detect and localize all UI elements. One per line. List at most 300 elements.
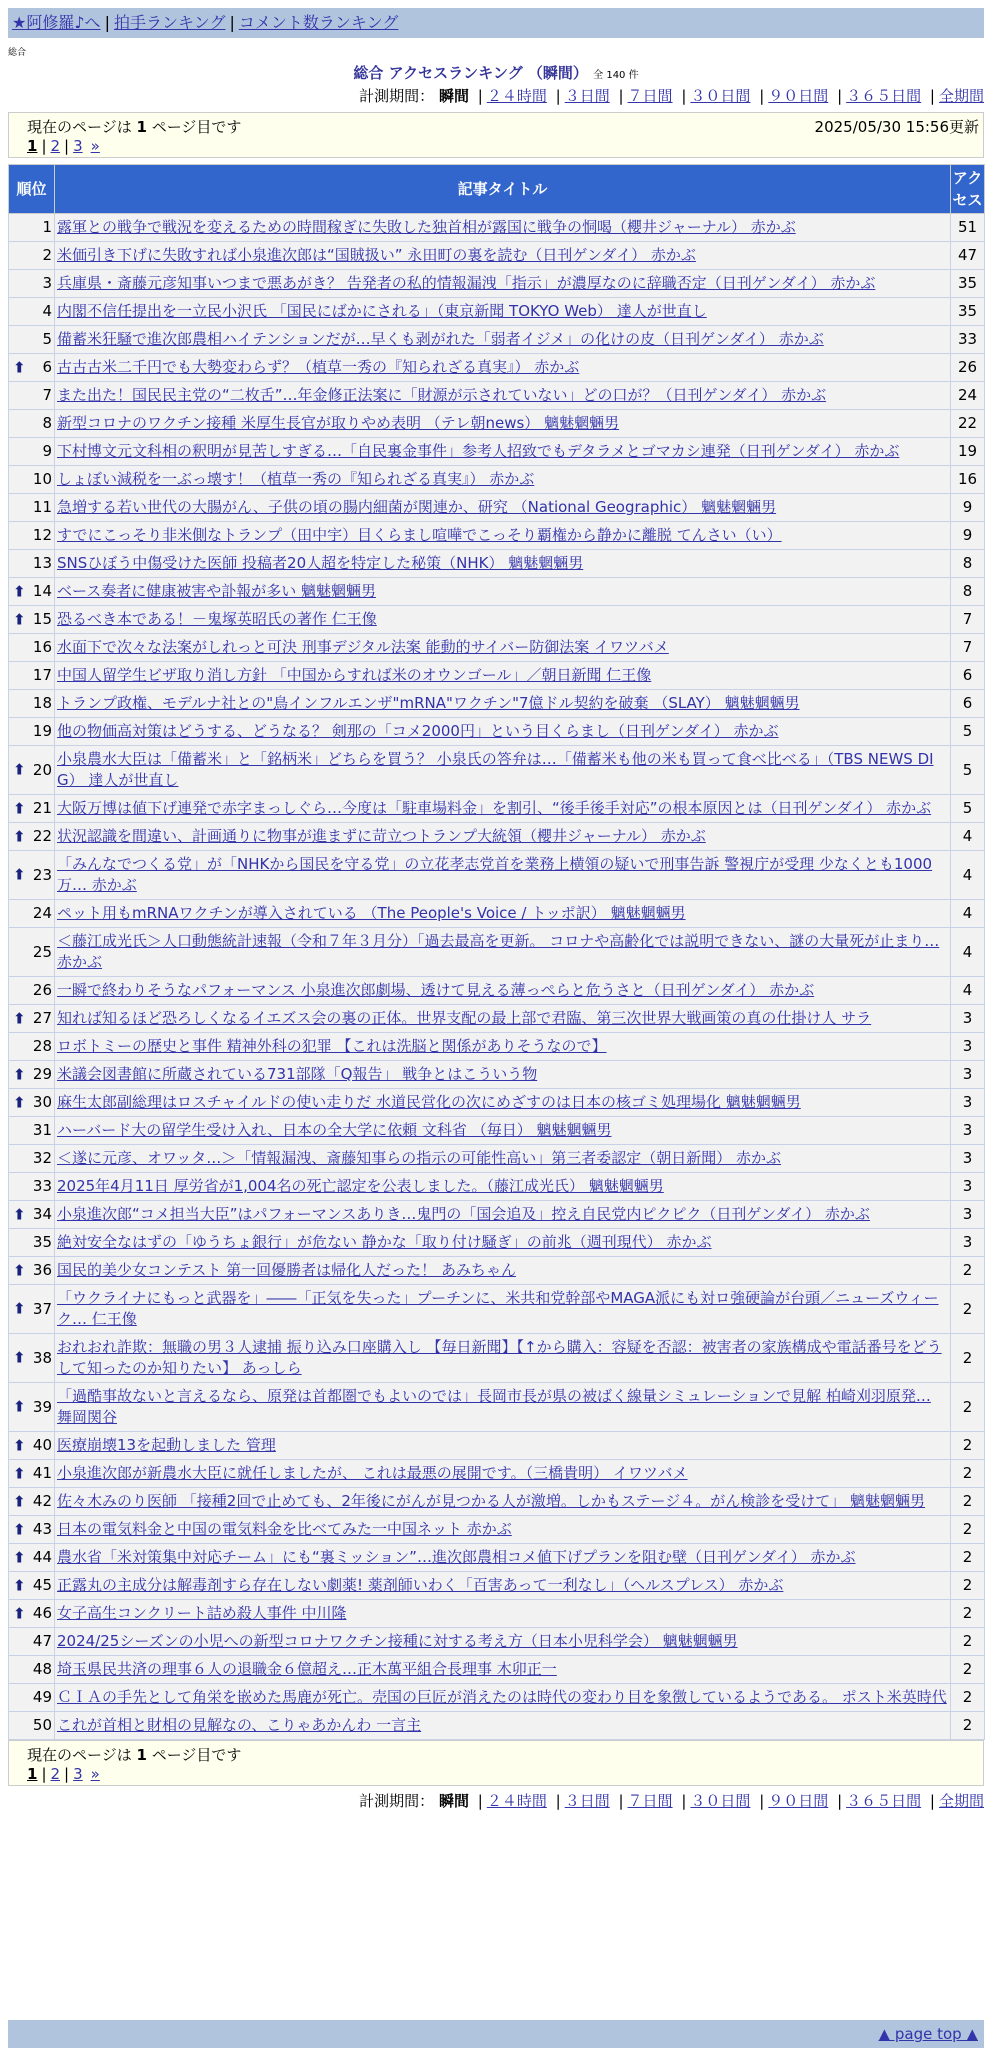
table-row xyxy=(9,270,985,298)
period-link-365d[interactable]: ３６５日間 xyxy=(846,1792,922,1810)
rank-cell xyxy=(9,1628,55,1656)
rank-cell xyxy=(9,578,55,606)
rank-number: 26 xyxy=(32,981,52,999)
rank-cell xyxy=(9,1656,55,1684)
period-link-90d[interactable]: ９０日間 xyxy=(768,1792,829,1810)
article-link[interactable]: 古古古米二千円でも大勢変わらず？（植草一秀の『知られざる真実』） 赤かぶ xyxy=(57,358,580,376)
article-link[interactable]: 他の物価高対策はどうする、どうなる？ 剣那の「コメ2000円」という目くらまし（日刊ゲンダイ） 赤かぶ xyxy=(57,722,779,740)
article-link[interactable]: 内閣不信任提出を一立民小沢氏 「国民にばかにされる」（東京新聞 TOKYO Web） 達人が世直し xyxy=(57,302,707,320)
page-info-bottom xyxy=(8,1740,984,1786)
access-count: 3 xyxy=(951,1061,985,1089)
rank-number: 50 xyxy=(32,1716,52,1734)
page-title-text: 総合 アクセスランキング （瞬間） xyxy=(353,64,588,82)
rank-number: 16 xyxy=(32,638,52,656)
access-count: 4 xyxy=(951,928,985,977)
table-row xyxy=(9,1285,985,1334)
access-count: 2 xyxy=(951,1684,985,1712)
article-link[interactable]: 埼玉県民共済の理事６人の退職金６億超え…正木萬平組合長理事 木卯正一 xyxy=(57,1660,557,1678)
table-row xyxy=(9,1033,985,1061)
table-row xyxy=(9,522,985,550)
header-title: 記事タイトル xyxy=(55,165,951,214)
title-cell xyxy=(55,1117,951,1145)
access-count: 2 xyxy=(951,1600,985,1628)
access-count: 4 xyxy=(951,977,985,1005)
rank-number: 24 xyxy=(32,904,52,922)
access-count: 2 xyxy=(951,1285,985,1334)
table-row xyxy=(9,1460,985,1488)
article-link[interactable]: 一瞬で終わりそうなパフォーマンス 小泉進次郎劇場、透けて見える薄っぺらと危うさと（日刊ゲンダイ） 赤かぶ xyxy=(57,981,815,999)
rank-number: 29 xyxy=(32,1065,52,1083)
article-link[interactable]: 佐々木みのり医師 「接種2回で止めても、2年後にがんが見つかる人が激増。しかもステージ４。がん検診を受けて」 魑魅魍魎男 xyxy=(57,1492,926,1510)
rank-cell xyxy=(9,718,55,746)
article-link[interactable]: 「みんなでつくる党」が「NHKから国民を守る党」の立花孝志党首を業務上横領の疑いで刑事告訴 警視庁が受理 少なくとも1000万… 赤かぶ xyxy=(57,855,933,894)
period-link-365d[interactable]: ３６５日間 xyxy=(846,87,922,105)
rank-up-arrow-icon: ⬆ xyxy=(13,358,26,376)
rank-cell xyxy=(9,746,55,795)
article-link[interactable]: 恐るべき本である！－鬼塚英昭氏の著作 仁王像 xyxy=(57,610,377,628)
top-nav xyxy=(8,8,984,38)
article-link[interactable]: 日本の電気料金と中国の電気料金を比べてみた一中国ネット 赤かぶ xyxy=(57,1520,512,1538)
title-cell xyxy=(55,242,951,270)
access-count: 2 xyxy=(951,1334,985,1383)
nav-separator: | xyxy=(104,13,110,32)
article-link[interactable]: 「過酷事故ないと言えるなら、原発は首都圏でもよいのでは」長岡市長が県の被ばく線量シミュレーションで見解 柏崎刈羽原発… 舞岡関谷 xyxy=(57,1387,931,1426)
article-link[interactable]: 小泉農水大臣は「備蓄米」と「銘柄米」どちらを買う？ 小泉氏の答弁は…「備蓄米も他の米も買って食べ比べる」（TBS NEWS DIG） 達人が世直し xyxy=(57,750,934,789)
title-cell xyxy=(55,1383,951,1432)
rank-cell xyxy=(9,1201,55,1229)
title-cell xyxy=(55,466,951,494)
rank-number: 41 xyxy=(32,1464,52,1482)
total-count: 全 140 件 xyxy=(593,70,639,81)
article-link[interactable]: 急増する若い世代の大腸がん、子供の頃の腸内細菌が関連か、研究 （National Geographic） 魑魅魍魎男 xyxy=(57,498,777,516)
rank-up-arrow-icon: ⬆ xyxy=(13,1065,26,1083)
rank-number: 27 xyxy=(32,1009,52,1027)
table-row xyxy=(9,550,985,578)
rank-number: 9 xyxy=(42,442,52,460)
article-link[interactable]: すでにこっそり非米側なトランプ（田中宇）目くらまし喧嘩でこっそり覇権から静かに離脱 てんさい（い） xyxy=(57,526,782,544)
rank-number: 10 xyxy=(32,470,52,488)
access-count: 2 xyxy=(951,1572,985,1600)
rank-cell xyxy=(9,242,55,270)
rank-number: 23 xyxy=(32,865,52,884)
title-cell xyxy=(55,746,951,795)
period-current: 瞬間 xyxy=(438,87,469,105)
page-info-top xyxy=(8,112,984,158)
title-cell xyxy=(55,1684,951,1712)
rank-cell xyxy=(9,662,55,690)
article-link[interactable]: 備蓄米狂騒で進次郎農相ハイテンションだが…早くも剥がれた「弱者イジメ」の化けの皮（日刊ゲンダイ） 赤かぶ xyxy=(57,330,824,348)
article-link[interactable]: トランプ政権、モデルナ社との"鳥インフルエンザ"mRNA"ワクチン"7億ドル契約を破棄 （SLAY） 魑魅魍魎男 xyxy=(57,694,800,712)
article-link[interactable]: 国民的美少女コンテスト 第一回優勝者は帰化人だった！ あみちゃん xyxy=(57,1261,516,1279)
title-cell xyxy=(55,1061,951,1089)
rank-up-arrow-icon: ⬆ xyxy=(13,1009,26,1027)
rank-number: 6 xyxy=(42,358,52,376)
table-header-row xyxy=(9,165,985,214)
access-count: 16 xyxy=(951,466,985,494)
rank-up-arrow-icon: ⬆ xyxy=(13,827,26,845)
rank-cell xyxy=(9,1033,55,1061)
title-cell xyxy=(55,1005,951,1033)
rank-cell xyxy=(9,1334,55,1383)
rank-cell xyxy=(9,438,55,466)
article-link[interactable]: 正露丸の主成分は解毒剤すら存在しない劇薬! 薬剤師いわく「百害あって一利なし」（ヘルスプレス） 赤かぶ xyxy=(57,1576,784,1594)
rank-number: 7 xyxy=(42,386,52,404)
rank-cell xyxy=(9,1173,55,1201)
article-link[interactable]: しょぼい減税を一ぶっ壊す！（植草一秀の『知られざる真実』） 赤かぶ xyxy=(57,470,535,488)
article-link[interactable]: 絶対安全なはずの「ゆうちょ銀行」が危ない 静かな「取り付け騒ぎ」の前兆（週刊現代） 赤かぶ xyxy=(57,1233,712,1251)
current-page-text: 現在のページは 1 ページ目です xyxy=(27,1746,242,1764)
access-count: 2 xyxy=(951,1628,985,1656)
article-link[interactable]: 2025年4月11日 厚労省が1,004名の死亡認定を公表しました。（藤江成光氏） 魑魅魍魎男 xyxy=(57,1177,664,1195)
rank-up-arrow-icon: ⬆ xyxy=(13,1548,26,1566)
title-cell xyxy=(55,354,951,382)
table-row xyxy=(9,494,985,522)
period-link-7d[interactable]: ７日間 xyxy=(627,87,673,105)
article-link[interactable]: 下村博文元文科相の釈明が見苦しすぎる…「自民裏金事件」参考人招致でもデタラメとゴマカシ連発（日刊ゲンダイ） 赤かぶ xyxy=(57,442,900,460)
rank-cell xyxy=(9,326,55,354)
period-label: 計測期間： xyxy=(359,87,435,105)
rank-cell xyxy=(9,270,55,298)
table-row xyxy=(9,1684,985,1712)
article-link[interactable]: ＜藤江成光氏＞人口動態統計速報（令和７年３月分）「過去最高を更新。 コロナや高齢化では説明できない、謎の大量死が止まり… 赤かぶ xyxy=(57,932,940,971)
access-count: 51 xyxy=(951,214,985,242)
page-title xyxy=(0,62,992,83)
rank-cell xyxy=(9,1712,55,1740)
article-link[interactable]: ベース奏者に健康被害や訃報が多い 魑魅魍魎男 xyxy=(57,582,377,600)
period-link-3d[interactable]: ３日間 xyxy=(564,87,610,105)
title-cell xyxy=(55,634,951,662)
rank-number: 5 xyxy=(42,330,52,348)
rank-up-arrow-icon: ⬆ xyxy=(13,799,26,817)
table-row xyxy=(9,1383,985,1432)
title-cell xyxy=(55,1089,951,1117)
access-count: 9 xyxy=(951,522,985,550)
title-cell xyxy=(55,1201,951,1229)
ranking-table xyxy=(8,164,985,1740)
rank-number: 40 xyxy=(32,1436,52,1454)
period-link-7d[interactable]: ７日間 xyxy=(627,1792,673,1810)
title-cell xyxy=(55,1628,951,1656)
rank-cell xyxy=(9,900,55,928)
article-link[interactable]: 米議会図書館に所蔵されている731部隊「Q報告」 戦争とはこういう物 xyxy=(57,1065,538,1083)
rank-cell xyxy=(9,1460,55,1488)
rank-up-arrow-icon: ⬆ xyxy=(13,1261,26,1279)
access-count: 7 xyxy=(951,634,985,662)
access-count: 35 xyxy=(951,270,985,298)
access-count: 35 xyxy=(951,298,985,326)
table-row xyxy=(9,1005,985,1033)
rank-up-arrow-icon: ⬆ xyxy=(13,1576,26,1594)
access-count: 26 xyxy=(951,354,985,382)
access-count: 24 xyxy=(951,382,985,410)
rank-cell xyxy=(9,354,55,382)
title-cell xyxy=(55,1488,951,1516)
title-cell xyxy=(55,298,951,326)
rank-number: 19 xyxy=(32,722,52,740)
access-count: 8 xyxy=(951,550,985,578)
rank-up-arrow-icon: ⬆ xyxy=(13,1205,26,1223)
rank-cell xyxy=(9,1684,55,1712)
table-row xyxy=(9,606,985,634)
rank-number: 30 xyxy=(32,1093,52,1111)
rank-cell xyxy=(9,522,55,550)
access-count: 7 xyxy=(951,606,985,634)
table-row xyxy=(9,1712,985,1740)
article-link[interactable]: SNSひぼう中傷受けた医師 投稿者20人超を特定した秘策（NHK） 魑魅魍魎男 xyxy=(57,554,584,572)
rank-cell xyxy=(9,1089,55,1117)
title-cell xyxy=(55,1257,951,1285)
rank-up-arrow-icon: ⬆ xyxy=(13,1520,26,1538)
title-cell xyxy=(55,1285,951,1334)
article-link[interactable]: 中国人留学生ビザ取り消し方針 「中国からすれば米のオウンゴール」／朝日新聞 仁王像 xyxy=(57,666,652,684)
table-row xyxy=(9,977,985,1005)
rank-number: 48 xyxy=(32,1660,52,1678)
rank-cell xyxy=(9,494,55,522)
rank-number: 11 xyxy=(32,498,52,516)
rank-number: 2 xyxy=(42,246,52,264)
table-row xyxy=(9,466,985,494)
page-next-link[interactable]: » xyxy=(90,137,100,155)
rank-cell xyxy=(9,1145,55,1173)
access-count: 2 xyxy=(951,1257,985,1285)
article-link[interactable]: 小泉進次郎が新農水大臣に就任しましたが、 これは最悪の展開です。（三橋貴明） イワツバメ xyxy=(57,1464,688,1482)
access-count: 2 xyxy=(951,1656,985,1684)
title-cell xyxy=(55,795,951,823)
title-cell xyxy=(55,900,951,928)
access-count: 3 xyxy=(951,1033,985,1061)
table-row xyxy=(9,1600,985,1628)
access-count: 2 xyxy=(951,1544,985,1572)
access-count: 4 xyxy=(951,900,985,928)
access-count: 3 xyxy=(951,1005,985,1033)
title-cell xyxy=(55,494,951,522)
title-cell xyxy=(55,382,951,410)
period-link-24h[interactable]: ２４時間 xyxy=(486,87,547,105)
table-row xyxy=(9,1229,985,1257)
article-link[interactable]: おれおれ詐欺：無職の男３人逮捕 振り込み口座購入し 【毎日新聞】【↑から購入：容疑を否認：被害者の家族構成や電話番号をどうして知ったのか知りたい】 あっしら xyxy=(57,1338,942,1377)
rank-number: 17 xyxy=(32,666,52,684)
title-cell xyxy=(55,1544,951,1572)
table-row xyxy=(9,718,985,746)
rank-number: 33 xyxy=(32,1177,52,1195)
rank-number: 44 xyxy=(32,1548,52,1566)
title-cell xyxy=(55,606,951,634)
article-link[interactable]: 米価引き下げに失敗すれば小泉進次郎は“国賊扱い” 永田町の裏を読む（日刊ゲンダイ） 赤かぶ xyxy=(57,246,696,264)
rank-cell xyxy=(9,823,55,851)
rank-number: 8 xyxy=(42,414,52,432)
article-link[interactable]: ＣＩＡの手先として角栄を嵌めた馬鹿が死亡。売国の巨匠が消えたのは時代の変わり目を象徴しているようである。 ポスト米英時代 xyxy=(57,1688,947,1706)
table-row xyxy=(9,326,985,354)
rank-cell xyxy=(9,1544,55,1572)
access-count: 2 xyxy=(951,1488,985,1516)
article-link[interactable]: ロボトミーの歴史と事件 精神外科の犯罪 【これは洗脳と関係がありそうなので】 xyxy=(57,1037,607,1055)
title-cell xyxy=(55,1460,951,1488)
rank-number: 35 xyxy=(32,1233,52,1251)
title-cell xyxy=(55,718,951,746)
title-cell xyxy=(55,1033,951,1061)
page-current: 1 xyxy=(27,137,38,155)
access-count: 33 xyxy=(951,326,985,354)
article-link[interactable]: 「ウクライナにもっと武器を」――「正気を失った」プーチンに、米共和党幹部やMAGA派にも対ロ強硬論が台頭／ニューズウィーク… 仁王像 xyxy=(57,1289,939,1328)
article-link[interactable]: 女子高生コンクリート詰め殺人事件 中川隆 xyxy=(57,1604,347,1622)
period-link-3d[interactable]: ３日間 xyxy=(564,1792,610,1810)
nav-link-asyura[interactable]: ★阿修羅♪へ xyxy=(12,13,101,32)
rank-cell xyxy=(9,606,55,634)
title-cell xyxy=(55,1432,951,1460)
table-row xyxy=(9,928,985,977)
rank-cell xyxy=(9,382,55,410)
period-link-30d[interactable]: ３０日間 xyxy=(690,1792,751,1810)
title-cell xyxy=(55,928,951,977)
rank-number: 32 xyxy=(32,1149,52,1167)
access-count: 22 xyxy=(951,410,985,438)
article-link[interactable]: 水面下で次々な法案がしれっと可決 刑事デジタル法案 能動的サイバー防御法案 イワツバメ xyxy=(57,638,669,656)
table-row xyxy=(9,1432,985,1460)
period-link-24h[interactable]: ２４時間 xyxy=(486,1792,547,1810)
title-cell xyxy=(55,1516,951,1544)
rank-up-arrow-icon: ⬆ xyxy=(13,760,26,779)
rank-number: 21 xyxy=(32,799,52,817)
period-selector-bottom: 計測期間： 瞬間 | ２４時間 | ３日間 | ７日間 | ３０日間 | ９０日間 | ３６５日間 | 全期間 xyxy=(359,1792,984,1810)
table-row xyxy=(9,795,985,823)
access-count: 3 xyxy=(951,1145,985,1173)
title-cell xyxy=(55,1656,951,1684)
period-link-all[interactable]: 全期間 xyxy=(938,1792,984,1810)
rank-number: 31 xyxy=(32,1121,52,1139)
period-link-90d[interactable]: ９０日間 xyxy=(768,87,829,105)
current-page-text: 現在のページは 1 ページ目です xyxy=(27,118,242,136)
article-link[interactable]: 新型コロナのワクチン接種 米厚生長官が取りやめ表明 （テレ朝news） 魑魅魍魎男 xyxy=(57,414,620,432)
table-row xyxy=(9,1089,985,1117)
access-count: 19 xyxy=(951,438,985,466)
period-selector-top: 計測期間： 瞬間 | ２４時間 | ３日間 | ７日間 | ３０日間 | ９０日間 | ３６５日間 | 全期間 xyxy=(359,87,984,105)
rank-cell xyxy=(9,214,55,242)
article-link[interactable]: 2024/25シーズンの小児への新型コロナワクチン接種に対する考え方（日本小児科学会） 魑魅魍魎男 xyxy=(57,1632,738,1650)
rank-up-arrow-icon: ⬆ xyxy=(13,610,26,628)
table-row xyxy=(9,1117,985,1145)
rank-number: 45 xyxy=(32,1576,52,1594)
page-link-2[interactable]: 2 xyxy=(50,1765,61,1783)
rank-number: 18 xyxy=(32,694,52,712)
article-link[interactable]: 兵庫県・斎藤元彦知事いつまで悪あがき？ 告発者の私的情報漏洩「指示」が濃厚なのに辞職否定（日刊ゲンダイ） 赤かぶ xyxy=(57,274,876,292)
access-count: 2 xyxy=(951,1383,985,1432)
article-link[interactable]: ペット用もmRNAワクチンが導入されている （The People's Voice / トッポ訳） 魑魅魍魎男 xyxy=(57,904,686,922)
article-link[interactable]: 医療崩壊13を起動しました 管理 xyxy=(57,1436,276,1454)
rank-cell xyxy=(9,795,55,823)
nav-link-comment-ranking[interactable]: コメント数ランキング xyxy=(238,13,399,32)
rank-up-arrow-icon: ⬆ xyxy=(13,865,26,884)
pagination: 1 | 2 | 3 » xyxy=(27,137,100,155)
table-row xyxy=(9,214,985,242)
access-count: 8 xyxy=(951,578,985,606)
access-count: 2 xyxy=(951,1432,985,1460)
table-row xyxy=(9,851,985,900)
access-count: 2 xyxy=(951,1460,985,1488)
table-row xyxy=(9,662,985,690)
page-next-link[interactable]: » xyxy=(90,1765,100,1783)
access-count: 3 xyxy=(951,1089,985,1117)
article-link[interactable]: 状況認識を間違い、計画通りに物事が進まずに苛立つトランプ大統領（櫻井ジャーナル） 赤かぶ xyxy=(57,827,706,845)
table-row xyxy=(9,1173,985,1201)
title-cell xyxy=(55,410,951,438)
updated-time: 2025/05/30 15:56更新 xyxy=(814,118,979,136)
rank-up-arrow-icon: ⬆ xyxy=(13,1464,26,1482)
access-count: 4 xyxy=(951,823,985,851)
table-row xyxy=(9,1488,985,1516)
access-count: 3 xyxy=(951,1117,985,1145)
article-link[interactable]: ＜遂に元彦、オワッタ…＞「情報漏洩、斎藤知事らの指示の可能性高い」第三者委認定（朝日新聞） 赤かぶ xyxy=(57,1149,782,1167)
table-row xyxy=(9,1656,985,1684)
rank-up-arrow-icon: ⬆ xyxy=(13,1299,26,1318)
period-label: 計測期間： xyxy=(359,1792,435,1810)
rank-cell xyxy=(9,1600,55,1628)
rank-cell xyxy=(9,977,55,1005)
article-link[interactable]: 露軍との戦争で戦況を変えるための時間稼ぎに失敗した独首相が露国に戦争の恫喝（櫻井ジャーナル） 赤かぶ xyxy=(57,218,796,236)
rank-cell xyxy=(9,1383,55,1432)
article-link[interactable]: 小泉進次郎“コメ担当大臣”はパフォーマンスありき…鬼門の「国会追及」控え自民党内ピクピク（日刊ゲンダイ） 赤かぶ xyxy=(57,1205,870,1223)
access-count: 47 xyxy=(951,242,985,270)
article-link[interactable]: ハーバード大の留学生受け入れ、日本の全大学に依頼 文科省 （毎日） 魑魅魍魎男 xyxy=(57,1121,612,1139)
rank-up-arrow-icon: ⬆ xyxy=(13,1604,26,1622)
page-link-3[interactable]: 3 xyxy=(73,1765,83,1783)
table-row xyxy=(9,1145,985,1173)
access-count: 5 xyxy=(951,718,985,746)
article-link[interactable]: また出た！国民民主党の“二枚舌”…年金修正法案に「財源が示されていない」どの口が？（日刊ゲンダイ） 赤かぶ xyxy=(57,386,827,404)
rank-cell xyxy=(9,690,55,718)
article-link[interactable]: 大阪万博は値下げ連発で赤字まっしぐら…今度は「駐車場料金」を割引、“後手後手対応”の根本原因とは（日刊ゲンダイ） 赤かぶ xyxy=(57,799,932,817)
article-link[interactable]: これが首相と財相の見解なの、こりゃあかんわ 一言主 xyxy=(57,1716,422,1734)
rank-cell xyxy=(9,928,55,977)
rank-number: 3 xyxy=(42,274,52,292)
period-link-all[interactable]: 全期間 xyxy=(938,87,984,105)
table-row xyxy=(9,1572,985,1600)
article-link[interactable]: 知れば知るほど恐ろしくなるイエズス会の裏の正体。世界支配の最上部で君臨、第三次世界大戦画策の真の仕掛け人 サラ xyxy=(57,1009,872,1027)
table-row xyxy=(9,354,985,382)
rank-up-arrow-icon: ⬆ xyxy=(13,582,26,600)
table-row xyxy=(9,746,985,795)
rank-cell xyxy=(9,410,55,438)
rank-up-arrow-icon: ⬆ xyxy=(13,1436,26,1454)
table-row xyxy=(9,1061,985,1089)
access-count: 6 xyxy=(951,662,985,690)
rank-number: 22 xyxy=(32,827,52,845)
article-link[interactable]: 麻生太郎副総理はロスチャイルドの使い走りだ 水道民営化の次にめざすのは日本の核ゴミ処理場化 魑魅魍魎男 xyxy=(57,1093,801,1111)
rank-number: 14 xyxy=(32,582,52,600)
period-link-30d[interactable]: ３０日間 xyxy=(690,87,751,105)
nav-separator: | xyxy=(229,13,235,32)
page-top-link[interactable]: ▲ page top ▲ xyxy=(878,2025,978,2043)
table-row xyxy=(9,1257,985,1285)
page-link-3[interactable]: 3 xyxy=(73,137,83,155)
rank-number: 42 xyxy=(32,1492,52,1510)
rank-up-arrow-icon: ⬆ xyxy=(13,1492,26,1510)
rank-number: 49 xyxy=(32,1688,52,1706)
table-row xyxy=(9,690,985,718)
rank-number: 1 xyxy=(42,218,52,236)
title-cell xyxy=(55,1229,951,1257)
access-count: 3 xyxy=(951,1229,985,1257)
access-count: 2 xyxy=(951,1712,985,1740)
table-row xyxy=(9,410,985,438)
title-cell xyxy=(55,1600,951,1628)
article-link[interactable]: 農水省「米対策集中対応チーム」にも“裏ミッション”…進次郎農相コメ値下げプランを阻む壁（日刊ゲンダイ） 赤かぶ xyxy=(57,1548,856,1566)
title-cell xyxy=(55,1145,951,1173)
access-count: 9 xyxy=(951,494,985,522)
table-row xyxy=(9,242,985,270)
page-link-2[interactable]: 2 xyxy=(50,137,61,155)
nav-link-clap-ranking[interactable]: 拍手ランキング xyxy=(113,13,226,32)
table-row xyxy=(9,1544,985,1572)
